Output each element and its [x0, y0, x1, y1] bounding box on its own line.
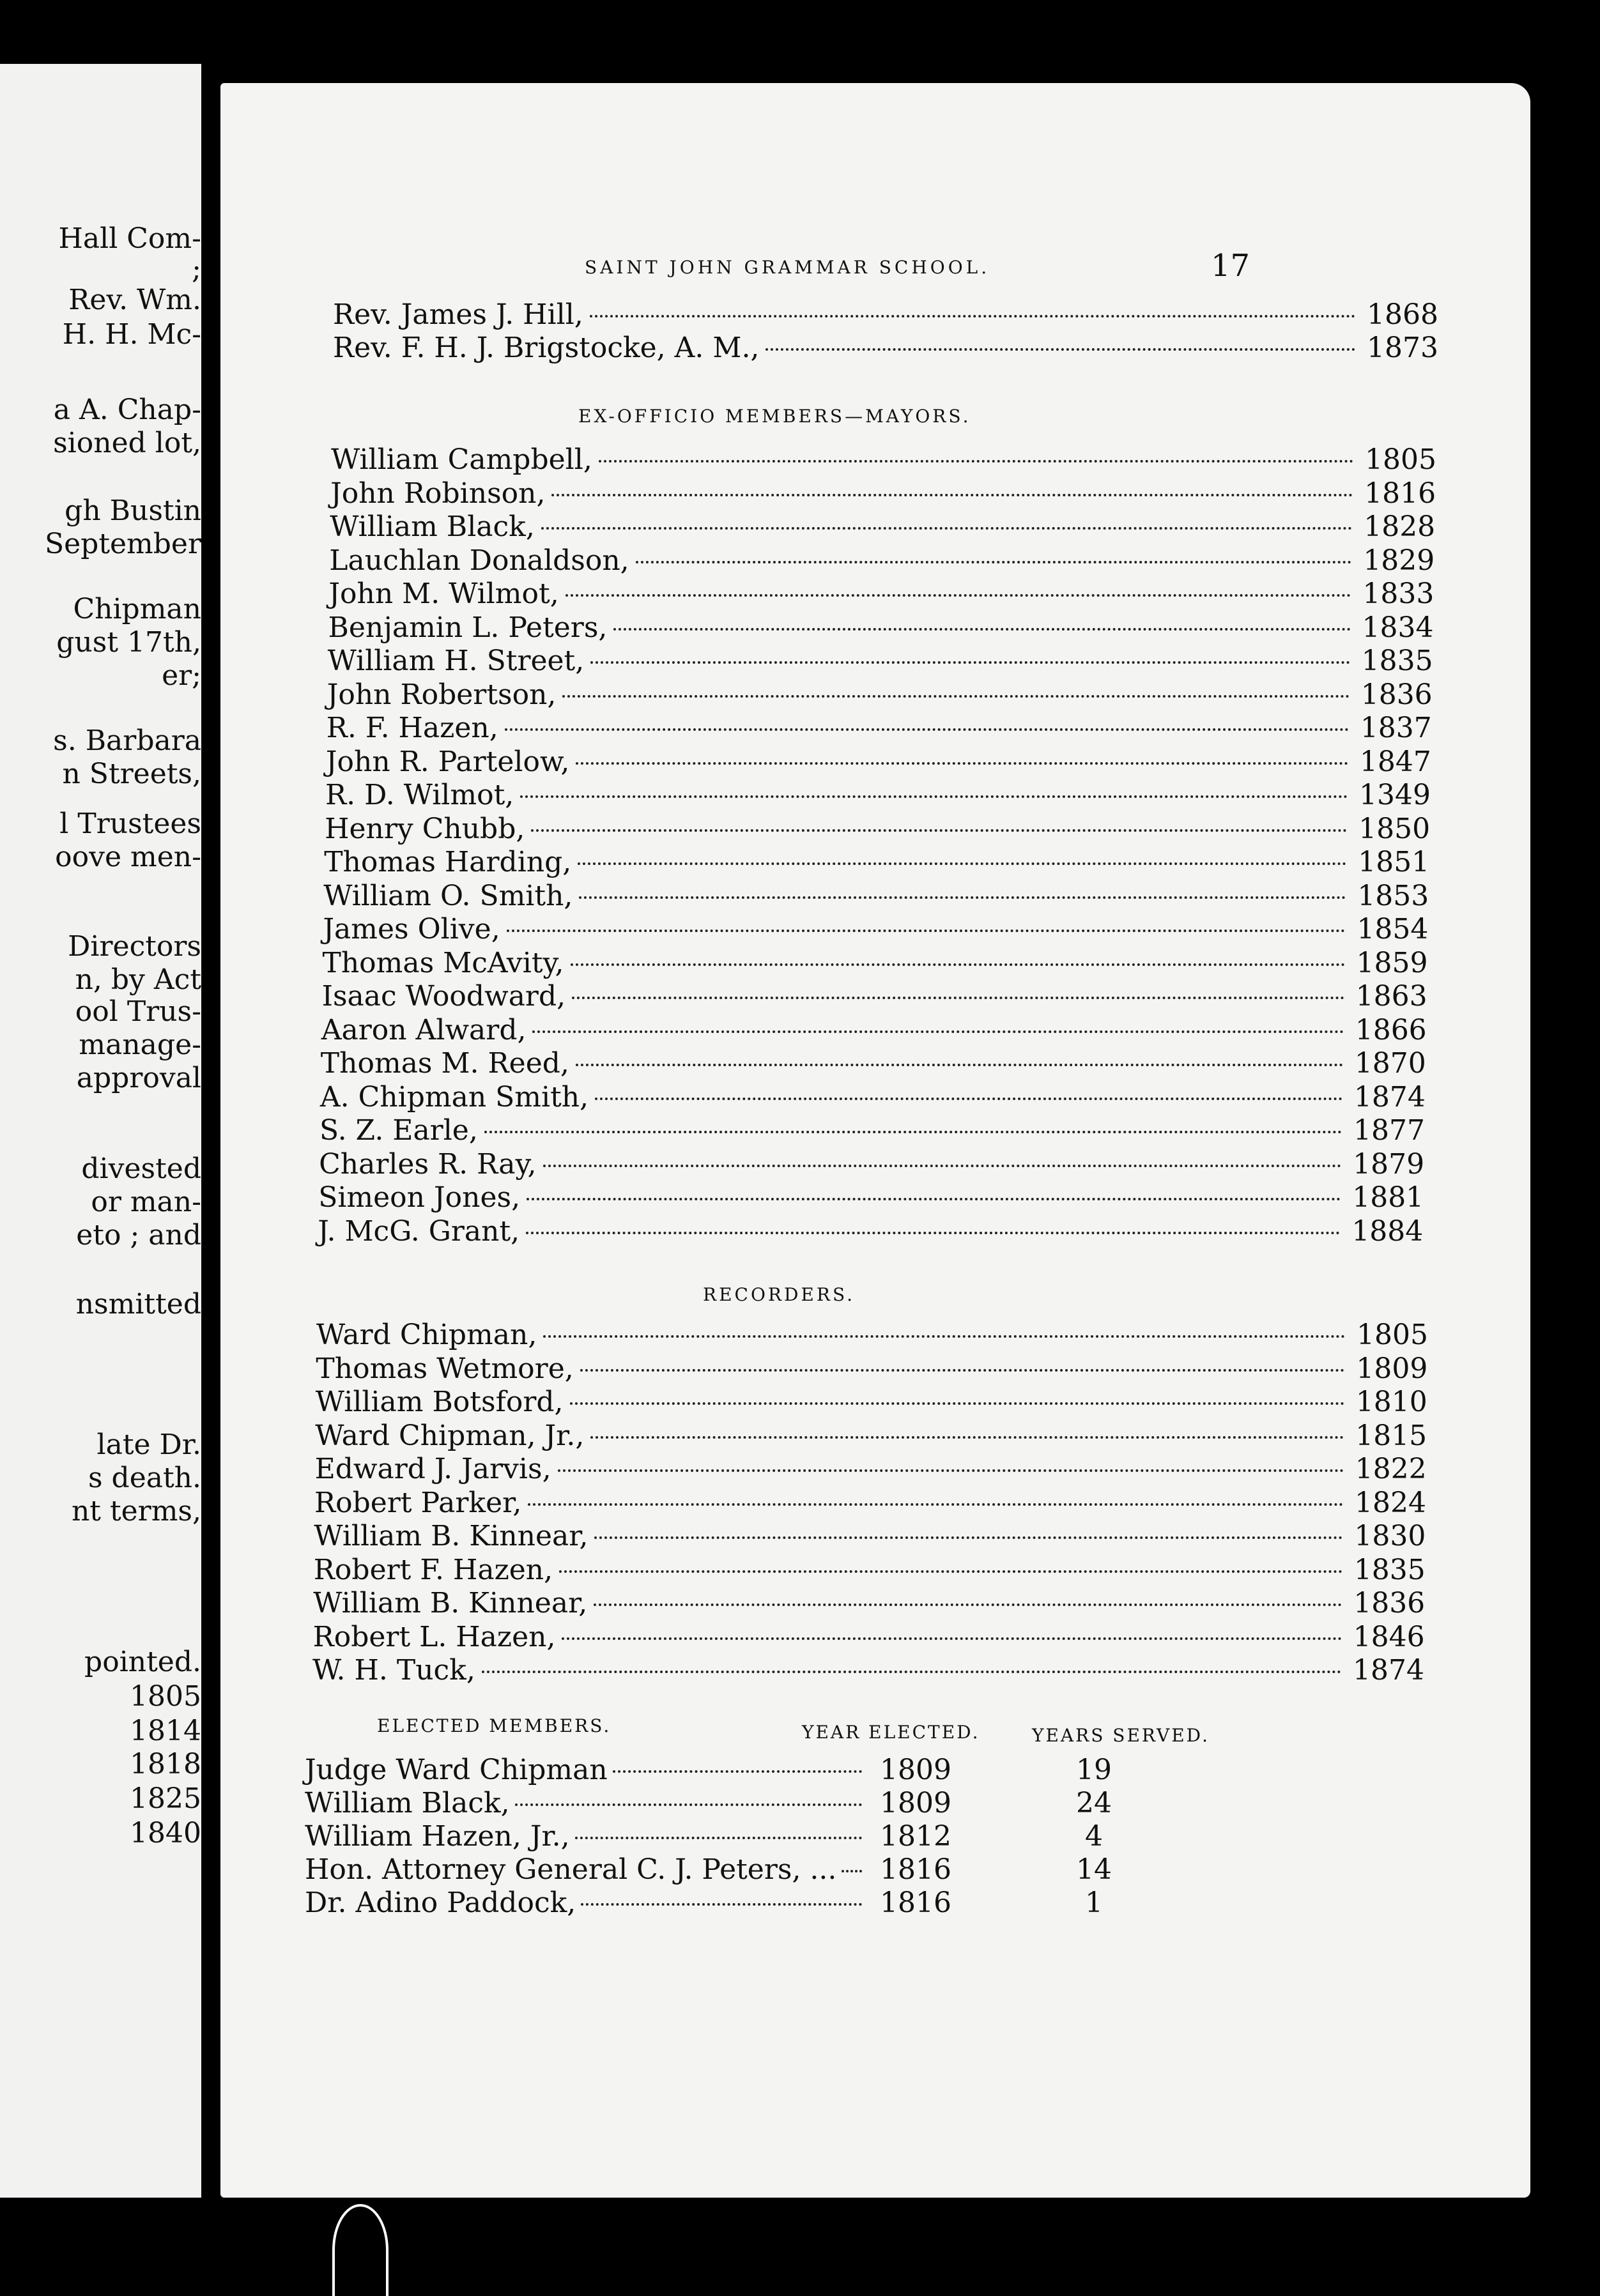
- entry-name: Robert Parker,: [314, 1486, 522, 1519]
- years-served-cell: 1: [1085, 1887, 1103, 1919]
- dot-leader: [599, 460, 1353, 463]
- entry-year: 1835: [1353, 1553, 1426, 1586]
- left-page-line: eto ; and: [76, 1219, 201, 1251]
- entry-year: 1830: [1354, 1520, 1426, 1552]
- dot-leader: [590, 661, 1350, 664]
- list-item: [321, 1014, 1427, 1046]
- list-item: [314, 1554, 1426, 1586]
- entry-name: Benjamin L. Peters,: [328, 611, 608, 644]
- entry-year: 1822: [1355, 1453, 1427, 1485]
- list-item: [320, 1082, 1426, 1114]
- entry-name: Rev. F. H. J. Brigstocke, A. M.,: [333, 332, 760, 364]
- dot-leader: [520, 795, 1348, 798]
- dot-leader: [613, 628, 1350, 631]
- years-served-cell: 24: [1076, 1787, 1112, 1819]
- left-page-line: H. H. Mc-: [62, 318, 201, 351]
- entry-name: R. F. Hazen,: [326, 712, 498, 744]
- list-item: [316, 1353, 1427, 1385]
- left-page-line: er;: [162, 659, 201, 692]
- list-item: [314, 1520, 1426, 1552]
- entry-year: 1815: [1355, 1419, 1427, 1452]
- dot-leader: [578, 862, 1346, 865]
- left-page-line: ool Trus-: [75, 995, 201, 1028]
- left-page-line: approval: [76, 1062, 201, 1094]
- entry-year: 1837: [1360, 712, 1432, 744]
- dot-leader: [559, 1570, 1342, 1573]
- left-page-line: sioned lot,: [53, 427, 201, 459]
- entry-year: 1881: [1352, 1181, 1424, 1214]
- entry-name: James Olive,: [323, 913, 500, 945]
- dot-leader: [532, 1030, 1343, 1033]
- list-item: [316, 1319, 1428, 1351]
- dot-leader: [576, 1064, 1343, 1066]
- entry-year: 1879: [1353, 1147, 1425, 1181]
- left-page-fragment: [0, 64, 201, 2198]
- dot-leader: [565, 594, 1351, 597]
- left-page-line: s death.: [88, 1462, 201, 1494]
- year-elected-cell: 1812: [880, 1820, 951, 1853]
- entry-year: 1884: [1351, 1214, 1424, 1248]
- left-page-line: 1818: [130, 1748, 201, 1780]
- list-item: [314, 1487, 1426, 1519]
- dot-leader: [613, 1770, 862, 1773]
- list-item: [323, 880, 1429, 912]
- entry-name: Isaac Woodward,: [321, 980, 566, 1013]
- member-name: Judge Ward Chipman: [305, 1754, 608, 1786]
- year-elected-cell: 1809: [880, 1787, 951, 1819]
- entry-name: Ward Chipman, Jr.,: [315, 1419, 585, 1452]
- left-page-line: Chipman: [73, 593, 201, 625]
- dot-leader: [575, 1837, 862, 1839]
- entry-name: William O. Smith,: [323, 879, 573, 912]
- left-page-line: a A. Chap-: [53, 394, 201, 426]
- entry-name: A. Chipman Smith,: [319, 1080, 589, 1114]
- entry-name: John R. Partelow,: [325, 745, 570, 778]
- entry-year: 1870: [1354, 1047, 1426, 1080]
- member-name-cell: [305, 1853, 867, 1887]
- entry-year: 1836: [1360, 678, 1433, 711]
- years-served-cell: 4: [1085, 1820, 1103, 1853]
- entry-name: Simeon Jones,: [318, 1181, 521, 1214]
- entry-name: William Botsford,: [315, 1386, 564, 1418]
- entry-year: 1874: [1353, 1080, 1426, 1114]
- list-item: [323, 914, 1428, 945]
- entry-name: William Campbell,: [331, 443, 592, 476]
- list-item: [333, 299, 1438, 331]
- year-elected-cell: 1816: [880, 1853, 951, 1886]
- left-page-line: l Trustees: [59, 807, 201, 840]
- entry-year: 1805: [1365, 443, 1436, 476]
- dot-leader: [562, 1637, 1341, 1640]
- entry-year: 1816: [1364, 477, 1436, 510]
- mayors-heading: EX-OFFICIO MEMBERS—MAYORS.: [578, 406, 971, 427]
- dot-leader: [507, 930, 1346, 932]
- entry-name: William Black,: [330, 510, 535, 543]
- dot-leader: [579, 896, 1346, 899]
- dot-leader: [590, 1436, 1344, 1439]
- entry-name: John Robinson,: [330, 477, 546, 510]
- member-name: Dr. Adino Paddock,: [305, 1887, 576, 1919]
- list-item: [327, 679, 1433, 711]
- table-row: [305, 1787, 1327, 1820]
- entry-year: 1873: [1367, 332, 1438, 364]
- dot-leader: [571, 963, 1345, 966]
- left-page-line: ;: [192, 253, 201, 286]
- dot-leader: [531, 829, 1347, 832]
- list-item: [316, 1386, 1427, 1418]
- list-item: [331, 444, 1436, 476]
- left-page-line: oove men-: [55, 841, 201, 873]
- table-row: [305, 1887, 1327, 1920]
- list-item: [329, 545, 1435, 577]
- entry-year: 1850: [1358, 812, 1431, 845]
- left-page-line: 1805: [130, 1680, 201, 1713]
- year-elected-cell: 1816: [880, 1887, 951, 1919]
- years-served-cell: 14: [1076, 1853, 1112, 1886]
- dot-leader: [636, 561, 1352, 563]
- dot-leader: [842, 1870, 862, 1872]
- dot-leader: [595, 1098, 1342, 1100]
- list-item: [315, 1420, 1427, 1452]
- entry-year: 1874: [1353, 1654, 1424, 1687]
- entry-year: 1859: [1356, 946, 1428, 979]
- entry-name: R. D. Wilmot,: [325, 779, 514, 811]
- entry-name: John Robertson,: [327, 678, 557, 711]
- list-item: [313, 1621, 1425, 1653]
- years-served-heading: YEARS SERVED.: [1032, 1725, 1210, 1746]
- member-name: William Hazen, Jr.,: [305, 1820, 570, 1853]
- left-page-line: or man-: [91, 1186, 201, 1218]
- left-page-line: Directors: [68, 930, 201, 963]
- entry-year: 1828: [1364, 510, 1436, 543]
- dot-leader: [594, 1603, 1342, 1606]
- entry-name: Rev. James J. Hill,: [333, 298, 583, 331]
- left-page-line: nsmitted: [75, 1288, 201, 1320]
- left-page-line: gust 17th,: [56, 626, 201, 659]
- member-name: Hon. Attorney General C. J. Peters, ...: [305, 1853, 837, 1886]
- entry-name: Thomas Wetmore,: [316, 1352, 574, 1385]
- list-item: [319, 1149, 1424, 1181]
- left-page-line: 1840: [130, 1817, 201, 1849]
- entry-year: 1854: [1357, 913, 1429, 945]
- entry-name: Thomas McAvity,: [322, 946, 564, 979]
- entry-year: 1868: [1367, 298, 1438, 331]
- dot-leader: [484, 1131, 1342, 1133]
- entry-name: Robert L. Hazen,: [312, 1620, 556, 1653]
- entry-name: S. Z. Earle,: [319, 1114, 478, 1147]
- left-page-line: gh Bustin: [65, 494, 201, 527]
- left-page-line: n Streets,: [62, 758, 201, 790]
- dot-leader: [594, 1536, 1342, 1539]
- list-item: [312, 1655, 1424, 1687]
- list-item: [333, 332, 1438, 364]
- left-page-line: s. Barbara: [53, 724, 201, 757]
- entry-name: Lauchlan Donaldson,: [329, 544, 629, 577]
- left-page-line: 1825: [130, 1782, 201, 1815]
- years-served-cell: 19: [1076, 1754, 1112, 1786]
- running-title: SAINT JOHN GRAMMAR SCHOOL.: [585, 257, 990, 278]
- member-name-cell: [305, 1787, 867, 1820]
- left-page-line: late Dr.: [96, 1428, 201, 1461]
- dot-leader: [562, 695, 1349, 698]
- right-page: [220, 83, 1530, 2198]
- table-row: [305, 1754, 1327, 1787]
- list-item: [318, 1182, 1424, 1214]
- entry-name: J. McG. Grant,: [318, 1214, 520, 1248]
- list-item: [330, 478, 1436, 510]
- dot-leader: [765, 348, 1355, 351]
- left-page-line: pointed.: [84, 1646, 201, 1678]
- list-item: [319, 1115, 1425, 1147]
- list-item: [328, 612, 1434, 644]
- left-page-line: Hall Com-: [58, 222, 201, 255]
- elected-members-heading: ELECTED MEMBERS.: [377, 1715, 612, 1736]
- dot-leader: [526, 1232, 1340, 1234]
- dot-leader: [527, 1198, 1341, 1200]
- member-name: William Black,: [305, 1787, 510, 1819]
- entry-year: 1866: [1355, 1013, 1427, 1046]
- entry-name: W. H. Tuck,: [312, 1654, 475, 1687]
- entry-year: 1833: [1362, 578, 1435, 610]
- entry-year: 1851: [1358, 846, 1430, 878]
- entry-year: 1829: [1363, 544, 1435, 577]
- entry-year: 1805: [1357, 1319, 1428, 1351]
- list-item: [322, 981, 1427, 1013]
- page-number: 17: [1211, 248, 1250, 284]
- entry-year: 1877: [1353, 1114, 1425, 1147]
- entry-year: 1824: [1355, 1486, 1426, 1519]
- dot-leader: [528, 1503, 1343, 1506]
- entry-name: Henry Chubb,: [325, 812, 525, 845]
- entry-year: 1835: [1361, 645, 1433, 677]
- list-item: [321, 1048, 1426, 1080]
- entry-year: 1810: [1355, 1386, 1427, 1418]
- list-item: [313, 1588, 1425, 1619]
- member-name-cell: [305, 1754, 867, 1787]
- member-name-cell: [305, 1820, 867, 1853]
- dot-leader: [482, 1671, 1341, 1673]
- dot-leader: [558, 1469, 1344, 1472]
- dot-leader: [590, 315, 1355, 318]
- left-page-line: nt terms,: [71, 1495, 201, 1527]
- list-item: [328, 645, 1433, 677]
- entry-name: Edward J. Jarvis,: [314, 1453, 551, 1485]
- year-elected-heading: YEAR ELECTED.: [802, 1722, 980, 1743]
- dot-leader: [543, 1335, 1345, 1338]
- entry-name: Charles R. Ray,: [319, 1147, 537, 1181]
- entry-year: 1863: [1355, 980, 1427, 1013]
- list-item: [327, 712, 1432, 744]
- entry-name: William H. Street,: [327, 645, 585, 677]
- list-item: [325, 779, 1431, 811]
- entry-name: Robert F. Hazen,: [313, 1553, 553, 1586]
- entry-name: Aaron Alward,: [321, 1013, 527, 1046]
- entry-year: 1853: [1357, 879, 1429, 912]
- recorders-heading: RECORDERS.: [703, 1284, 856, 1305]
- member-name-cell: [305, 1887, 867, 1920]
- entry-name: John M. Wilmot,: [328, 578, 559, 610]
- table-row: [305, 1853, 1327, 1887]
- entry-name: William B. Kinnear,: [313, 1587, 588, 1619]
- left-page-line: Rev. Wm.: [68, 284, 201, 316]
- dot-leader: [505, 728, 1349, 731]
- left-page-line: manage-: [79, 1029, 201, 1061]
- dot-leader: [543, 1165, 1342, 1167]
- dot-leader: [581, 1903, 862, 1906]
- list-item: [318, 1216, 1423, 1248]
- list-item: [330, 511, 1435, 543]
- dot-leader: [580, 1369, 1345, 1372]
- list-item: [328, 578, 1434, 610]
- entry-name: Ward Chipman,: [316, 1319, 537, 1351]
- entry-year: 1846: [1353, 1620, 1425, 1653]
- entry-year: 1836: [1353, 1587, 1426, 1619]
- dot-leader: [570, 1402, 1344, 1405]
- left-page-line: divested: [81, 1152, 201, 1185]
- dot-leader: [551, 494, 1353, 496]
- entry-name: Thomas M. Reed,: [320, 1047, 569, 1080]
- dot-leader: [541, 527, 1352, 530]
- entry-year: 1834: [1362, 611, 1434, 644]
- dot-leader: [576, 762, 1348, 765]
- left-page-line: n, by Act: [75, 963, 201, 996]
- dot-leader: [572, 997, 1344, 999]
- list-item: [323, 947, 1428, 979]
- entry-name: Thomas Harding,: [324, 846, 572, 878]
- entry-name: William B. Kinnear,: [314, 1520, 588, 1552]
- entry-year: 1847: [1359, 745, 1431, 778]
- table-row: [305, 1820, 1327, 1853]
- list-item: [315, 1453, 1427, 1485]
- list-item: [324, 846, 1429, 878]
- list-item: [326, 746, 1431, 778]
- dot-leader: [515, 1803, 862, 1806]
- scan-artifact: [332, 2204, 388, 2296]
- year-elected-cell: 1809: [880, 1754, 951, 1786]
- list-item: [325, 813, 1430, 845]
- entry-year: 1349: [1359, 779, 1431, 811]
- left-page-line: 1814: [130, 1715, 201, 1747]
- left-page-line: September: [44, 528, 201, 560]
- entry-year: 1809: [1356, 1352, 1428, 1385]
